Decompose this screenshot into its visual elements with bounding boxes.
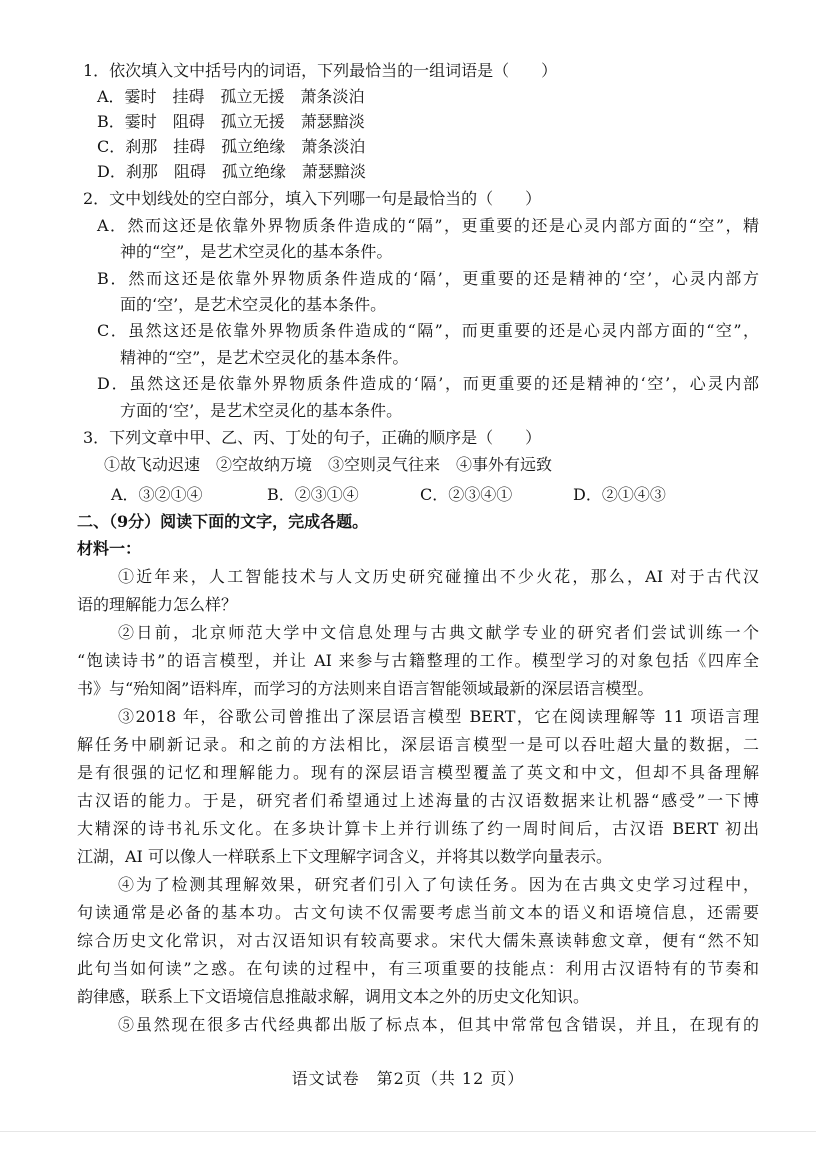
para4-line5: 韵律感，联系上下文语境信息推敲求解，调用文本之外的历史文化知识。 [77,987,590,1006]
para5-line1: ⑤虽然现在很多古代经典都出版了标点本，但其中常常包含错误，并且，在现有的 [118,1015,759,1034]
para3-line2: 解任务中刷新记录。和之前的方法相比，深层语言模型一是可以吞吐超大量的数据，二 [77,735,759,754]
q2-option-c-line2: 精神的“空”，是艺术空灵化的基本条件。 [120,348,409,367]
q2-option-a-line1: A．然而这还是依靠外界物质条件造成的“隔”，更重要的还是心灵内部方面的“空”，精 [97,216,759,235]
para2-line1: ②日前，北京师范大学中文信息处理与古典文献学专业的研究者们尝试训练一个 [118,623,759,642]
para3-line1: ③2018 年，谷歌公司曾推出了深层语言模型 BERT，它在阅读理解等 11 项语言理 [118,707,759,726]
para4-line4: 此句当如何读”之惑。在句读的过程中，有三项重要的技能点：利用古汉语特有的节奏和 [77,959,759,978]
q3-option-b: B．②③①④ [267,485,359,504]
q2-option-d-line1: D．虽然这还是依靠外界物质条件造成的‘隔’，而更重要的还是精神的‘空’，心灵内部 [97,374,759,393]
page-footer: 语文试卷 第2页（共 12 页） [291,1069,525,1088]
q1-option-d: D．刹那 阻碍 孤立绝缘 萧瑟黯淡 [97,162,366,181]
q3-option-c: C．②③④① [420,485,513,504]
para1-line2: 语的理解能力怎么样？ [77,595,238,614]
q3-option-a: A．③②①④ [111,485,203,504]
q1-option-b: B．霎时 阻碍 孤立无援 萧瑟黯淡 [97,112,365,131]
para4-line2: 句读通常是必备的基本功。古文句读不仅需要考虑当前文本的语义和语境信息，还需要 [77,903,759,922]
para3-line6: 江湖，AI 可以像人一样联系上下文理解字词含义，并将其以数学向量表示。 [77,847,612,866]
q1-stem: 1．依次填入文中括号内的词语，下列最恰当的一组词语是（ ） [83,61,558,80]
para1-line1: ①近年来，人工智能技术与人文历史研究碰撞出不少火花，那么，AI 对于古代汉 [118,567,759,586]
q2-option-a-line2: 神的“空”，是艺术空灵化的基本条件。 [120,242,393,261]
q2-option-b-line2: 面的‘空’，是艺术空灵化的基本条件。 [120,295,387,314]
q3-items: ①故飞动迟速 ②空故纳万境 ③空则灵气往来 ④事外有远致 [104,455,553,474]
q1-option-a: A．霎时 挂碍 孤立无援 萧条淡泊 [97,87,365,106]
para2-line3: 书》与“殆知阁”语料库，而学习的方法则来自语言智能领域最新的深层语言模型。 [77,679,654,698]
para3-line5: 大精深的诗书礼乐文化。在多块计算卡上并行训练了约一周时间后，古汉语 BERT 初出 [77,819,759,838]
material-label: 材料一： [77,539,142,558]
q3-option-d: D．②①④③ [573,485,666,504]
q2-option-d-line2: 方面的‘空’，是艺术空灵化的基本条件。 [120,401,403,420]
q1-option-c: C．刹那 挂碍 孤立绝缘 萧条淡泊 [97,137,366,156]
para3-line4: 古汉语的能力。于是，研究者们希望通过上述海量的古汉语数据来让机器“感受”一下博 [77,791,759,810]
q2-stem: 2．文中划线处的空白部分，填入下列哪一句是最恰当的（ ） [83,189,542,208]
q2-option-b-line1: B．然而这还是依靠外界物质条件造成的‘隔’，更重要的还是精神的‘空’，心灵内部方 [97,269,759,288]
page-bottom-rule [0,1131,816,1132]
para4-line1: ④为了检测其理解效果，研究者们引入了句读任务。因为在古典文史学习过程中， [118,875,759,894]
q3-stem: 3．下列文章中甲、乙、丙、丁处的句子，正确的顺序是（ ） [83,428,542,447]
section2-heading: 二、（9分）阅读下面的文字，完成各题。 [77,512,369,531]
para3-line3: 是有很强的记忆和理解能力。现有的深层语言模型覆盖了英文和中文，但却不具备理解 [77,763,759,782]
q2-option-c-line1: C．虽然这还是依靠外界物质条件造成的“隔”，而更重要的还是心灵内部方面的“空”， [97,321,759,340]
para2-line2: “饱读诗书”的语言模型，并让 AI 来参与古籍整理的工作。模型学习的对象包括《四库全 [77,651,759,670]
para4-line3: 综合历史文化常识，对古汉语知识有较高要求。宋代大儒朱熹读韩愈文章，便有“然不知 [77,931,759,950]
